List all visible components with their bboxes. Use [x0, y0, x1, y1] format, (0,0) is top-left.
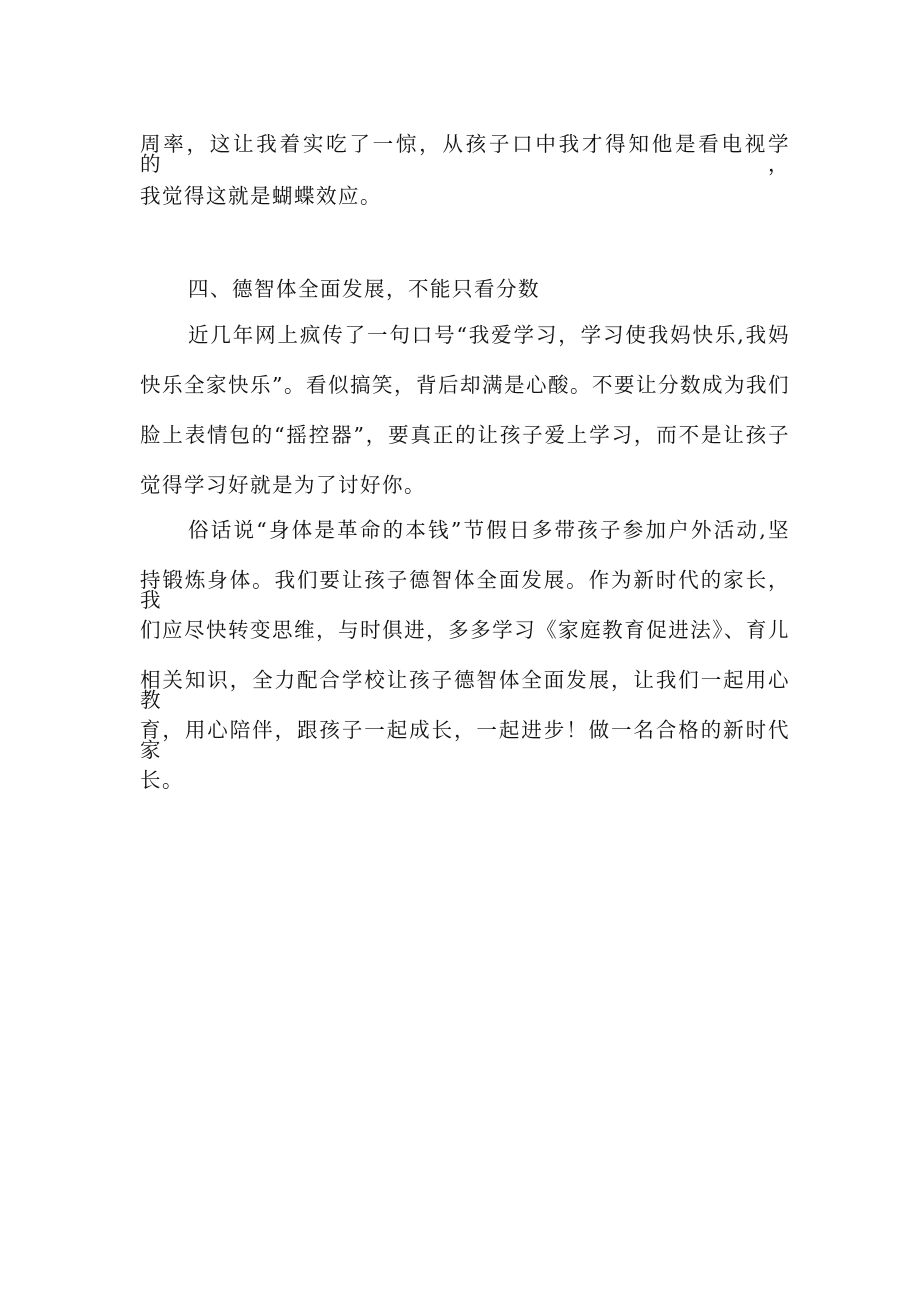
- continuation-paragraph: [140, 134, 790, 238]
- text-line: 快乐全家快乐”。看似搞笑，背后却满是心酸。不要让分数成为我们: [140, 373, 790, 397]
- text-line: 相关知识，全力配合学校让孩子德智体全面发展，让我们一起用心教: [140, 668, 790, 712]
- text-line: 长。: [140, 768, 184, 792]
- paragraph-1: [140, 325, 790, 525]
- text-line: 持锻炼身体。我们要让孩子德智体全面发展。作为新时代的家长，我: [140, 568, 790, 612]
- text-line: 周率，这让我着实吃了一惊，从孩子口中我才得知他是看电视学的，: [140, 132, 790, 176]
- section-heading-text: 四、德智体全面发展，不能只看分数: [188, 277, 540, 301]
- text-line: 觉得学习好就是为了讨好你。: [140, 473, 426, 497]
- paragraph-2: [140, 520, 790, 820]
- section-heading: [140, 279, 790, 299]
- text-line: 们应尽快转变思维，与时俱进，多多学习《家庭教育促进法》、育儿: [140, 618, 790, 642]
- text-line: 脸上表情包的“摇控器”，要真正的让孩子爱上学习，而不是让孩子: [140, 423, 790, 447]
- text-line: 我觉得这就是蝴蝶效应。: [140, 184, 382, 208]
- text-line: 近几年网上疯传了一句口号“我爱学习，学习使我妈快乐,我妈: [188, 323, 790, 347]
- text-line: 育，用心陪伴，跟孩子一起成长，一起进步！做一名合格的新时代家: [140, 718, 790, 762]
- text-line: 俗话说“身体是革命的本钱”节假日多带孩子参加户外活动,坚: [188, 518, 790, 542]
